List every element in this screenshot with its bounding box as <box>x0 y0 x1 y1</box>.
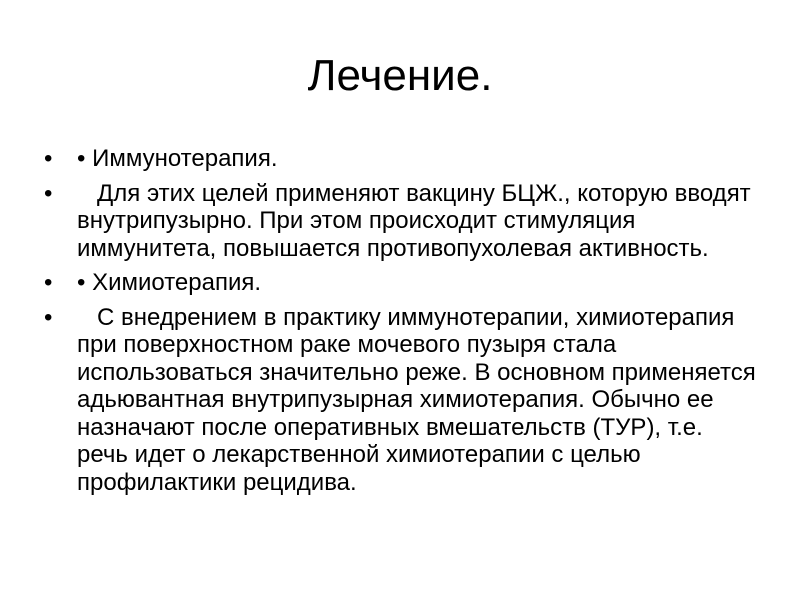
bullet-text: С внедрением в практику иммунотерапии, химиотерапия при поверхностном раке мочевого пузыря стала использоваться значительно реже. В основном применяется адьювантная внутрипузырная химиотерапия. Обычно ее назначают после оперативных вмешательств (ТУР), т.е. речь идет о лекарственной химиотерапии с целью профилактики рецидива. <box>77 303 763 496</box>
bullet-item-immunotherapy <box>44 145 760 173</box>
bullet-item-chemotherapy-details <box>44 303 763 497</box>
bullet-text: • Химиотерапия. <box>77 269 262 296</box>
slide-title: Лечение. <box>307 51 493 100</box>
bullet-text: Для этих целей применяют вакцину БЦЖ., которую вводят внутрипузырно. При этом происходит стимуляция иммунитета, повышается противопухолевая активность. <box>77 179 758 262</box>
bullet-text: • Иммунотерапия. <box>77 145 278 172</box>
bullet-marker: • <box>44 179 53 207</box>
bullet-list <box>44 145 763 503</box>
bullet-marker: • <box>44 303 53 331</box>
bullet-item-chemotherapy <box>44 269 760 297</box>
bullet-marker: • <box>44 269 53 296</box>
bullet-marker: • <box>44 145 53 172</box>
bullet-item-bcg-vaccine <box>44 180 760 263</box>
